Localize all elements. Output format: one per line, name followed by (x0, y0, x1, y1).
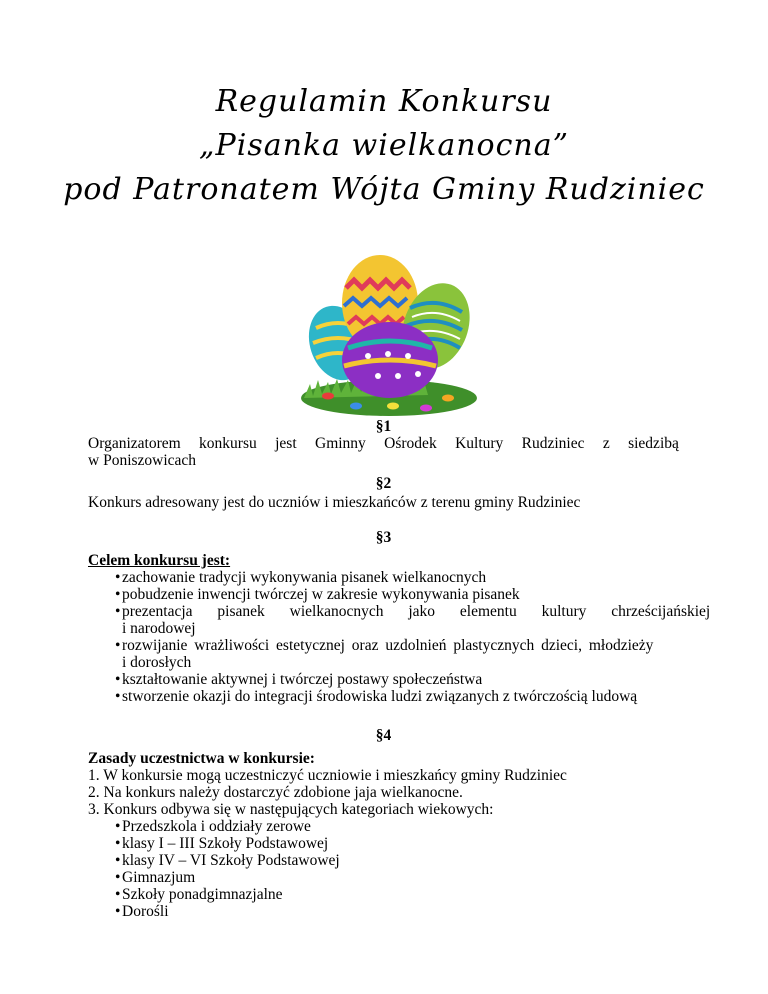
section-1-line-2: w Poniszowicach (88, 452, 197, 469)
list-item (88, 637, 679, 671)
s1-word: siedzibą (628, 435, 679, 452)
s1-word: konkursu (199, 435, 257, 452)
section-4-heading: §4 (375, 727, 392, 744)
regulations-body (88, 418, 711, 920)
title-line-1: Regulamin Konkursu (215, 84, 553, 119)
section-2-heading: §2 (375, 475, 392, 492)
rule-point: 2. Na konkurs należy dostarczyć zdobione jaja wielkanocne. (88, 784, 463, 801)
rule-point: 3. Konkurs odbywa się w następujących kategoriach wiekowych: (88, 801, 494, 818)
section-3-heading: §3 (375, 529, 392, 546)
list-item: • zachowanie tradycji wykonywania pisanek wielkanocnych (88, 569, 679, 586)
list-item: • Przedszkola i oddziały zerowe (88, 818, 679, 835)
easter-eggs-icon (298, 248, 480, 418)
document-title (0, 80, 768, 212)
rule-point: 1. W konkursie mogą uczestniczyć uczniowie i mieszkańcy gminy Rudziniec (88, 767, 567, 784)
section-1-line-1 (88, 435, 679, 452)
list-item-continuation: i narodowej (122, 620, 196, 637)
s1-word: Ośrodek (384, 435, 437, 452)
list-item-continuation: i dorosłych (122, 654, 192, 671)
list-item-text: • prezentacja pisanek wielkanocnych jako elementu kultury chrześcijańskiej (122, 603, 711, 620)
section-1-heading: §1 (375, 418, 392, 435)
section-2-text: Konkurs adresowany jest do uczniów i mieszkańców z terenu gminy Rudziniec (88, 494, 581, 511)
s1-word: Rudziniec (521, 435, 585, 452)
list-item-text: • rozwijanie wrażliwości estetycznej oraz uzdolnień plastycznych dzieci, młodzieży (122, 637, 654, 654)
title-line-2: „Pisanka wielkanocna” (199, 128, 569, 163)
s1-word: Kultury (455, 435, 504, 452)
list-item: • stworzenie okazji do integracji środowiska ludzi związanych z twórczością ludową (88, 688, 679, 705)
list-item: • klasy I – III Szkoły Podstawowej (88, 835, 679, 852)
title-line-3: pod Patronatem Wójta Gminy Rudziniec (63, 172, 705, 207)
goals-list (88, 569, 711, 705)
section-3-subheading: Celem konkursu jest: (88, 552, 231, 569)
s1-word: Organizatorem (88, 435, 181, 452)
list-item: • Dorośli (88, 903, 679, 920)
section-4-subheading: Zasady uczestnictwa w konkursie: (88, 750, 315, 767)
list-item: • Szkoły ponadgimnazjalne (88, 886, 679, 903)
s1-word: z (602, 435, 610, 452)
s1-word: Gminny (315, 435, 366, 452)
list-item: • Gimnazjum (88, 869, 679, 886)
list-item: • klasy IV – VI Szkoły Podstawowej (88, 852, 679, 869)
s1-word: jest (275, 435, 297, 452)
list-item: • pobudzenie inwencji twórczej w zakresie wykonywania pisanek (88, 586, 679, 603)
justified-line (122, 603, 711, 620)
list-item (88, 603, 711, 637)
age-categories-list (88, 818, 679, 920)
list-item: • kształtowanie aktywnej i twórczej postawy społeczeństwa (88, 671, 679, 688)
